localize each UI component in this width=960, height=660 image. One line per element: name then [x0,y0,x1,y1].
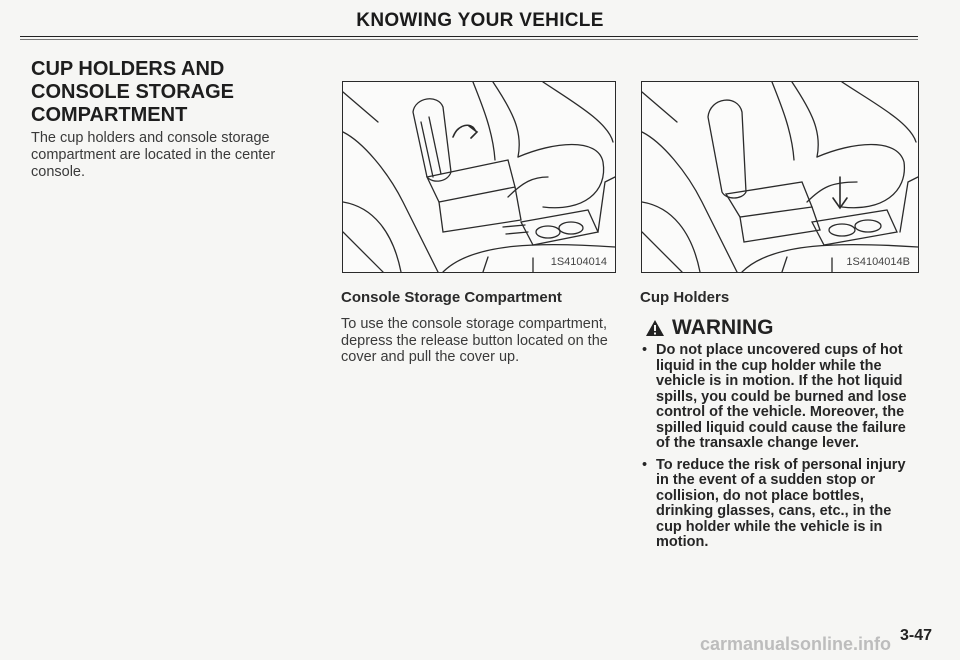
console-storage-caption: Console Storage Compartment [341,289,562,306]
warning-triangle-icon [645,319,665,337]
section-title [31,58,321,127]
page-header-title: KNOWING YOUR VEHICLE [356,10,604,31]
page-number: 3-47 [899,627,932,644]
console-storage-instructions: To use the console storage compartment, depress the release button located on the cover and pull the cover up. [341,316,608,365]
console-storage-figure [342,81,616,273]
warning-list [640,343,920,557]
console-storage-illustration [343,82,615,272]
warning-item-text: Do not place uncovered cups of hot liquid in the cup holder while the vehicle is in motion. If the hot liquid spills, you could be burned and lose control of the vehicle. Moreover, the spilled liquid could cause the failure of the transaxle change lever. [656,342,907,451]
warning-label: WARNING [672,316,774,339]
cup-holders-figure [641,81,919,273]
list-item: • Do not place uncovered cups of hot liquid in the cup holder while the vehicle is in motion. If the hot liquid spills, you could be burned and lose control of the vehicle. Moreover, the spilled liquid could cause the failure of the transaxle change lever. [642,342,907,451]
section-title-line-1: CUP HOLDERS AND [31,58,225,80]
header-rule-thin [20,39,918,40]
section-intro: The cup holders and console storage compartment are located in the center console. [31,130,276,180]
cup-holders-caption: Cup Holders [640,289,730,306]
section-title-line-3: COMPARTMENT [31,104,188,126]
figure-code: 1S4104014 [550,256,607,268]
section-title-line-2: CONSOLE STORAGE [31,81,234,103]
warning-heading [645,316,774,340]
header-rule [20,36,918,37]
warning-item-text: To reduce the risk of personal injury in the event of a sudden stop or collision, do not place bottles, drinking glasses, cans, etc., in the cup holder while the vehicle is in motion. [656,456,906,550]
figure-code: 1S4104014B [846,256,910,268]
list-item: • To reduce the risk of personal injury in the event of a sudden stop or collision, do not place bottles, drinking glasses, cans, etc., in the cup holder while the vehicle is in motion. [642,456,906,550]
watermark: carmanualsonline.info [700,634,892,654]
cup-holders-illustration [642,82,918,272]
